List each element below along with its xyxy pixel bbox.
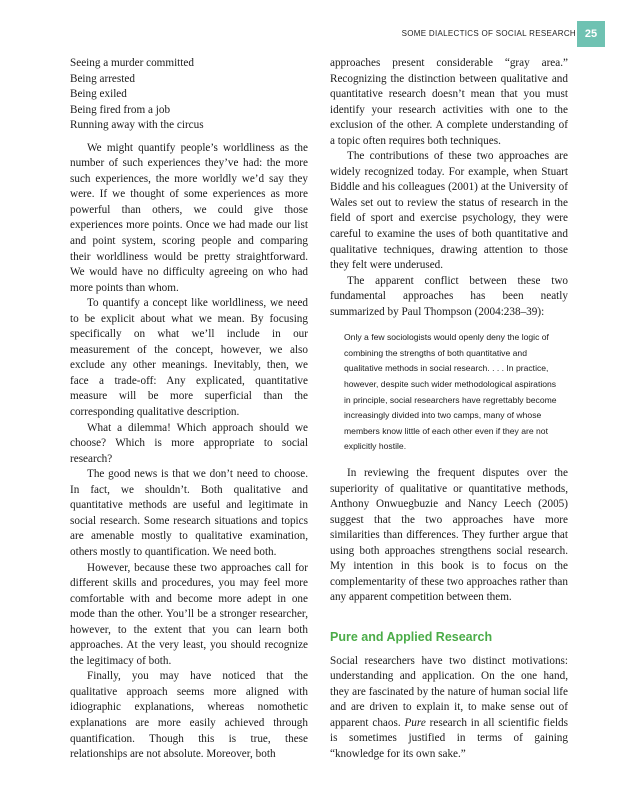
section-paragraph (330, 654, 568, 763)
body-paragraph: approaches present considerable “gray area.” Recognizing the distinction between qualitative and quantitative research doesn’t mean that you must identify your research activities with one to the exclusion of the other. A complete understanding of a topic often requires both techniques. (330, 57, 568, 147)
section-text-start: Social researchers have two distinct motivations: understanding and application. On the one hand, they are fascinated by the nature of human social life and are driven to explain it, to make sense out of apparent chaos. (330, 654, 568, 729)
list-item: Being exiled (70, 88, 127, 101)
body-paragraph: Finally, you may have noticed that the qualitative approach seems more aligned with idiographic explanations, whereas nomothetic explanations are more easily achieved through quantification. Though this is true, these relationships are not absolute. Moreover, both (70, 670, 308, 761)
list-item: Being fired from a job (70, 103, 171, 116)
right-column (330, 56, 568, 762)
section-heading: Pure and Applied Research (330, 629, 493, 644)
list-item: Seeing a murder committed (70, 57, 194, 69)
block-quote: Only a few sociologists would openly deny the logic of combining the strengths of both quantitative and qualitative methods in social research. . . . In practice, however, despite such wider methodological aspirations in principle, social researchers have regrettably become increasingly divided into two camps, many of whose members know little of each other even if they are not explicitly hostile. (344, 332, 557, 452)
body-paragraph: We might quantify people’s worldliness as the number of such experiences they’ve had: the more such experiences, the more worldly we’d say they were. If we thought of some experiences as more powerful than others, we could give those experiences more points. Once we had made our list and point system, scoring people and comparing their worldliness would be pretty straightforward. We would have no difficulty agreeing on who had more points than whom. (70, 141, 308, 294)
list-item: Running away with the circus (70, 119, 204, 132)
body-paragraph: However, because these two approaches call for different skills and procedures, you may feel more comfortable with and become more adept in one mode than the other. You’ll be a stronger researcher, however, to the extent that you can learn both approaches. At the very least, you should recognize the legitimacy of both. (70, 561, 308, 667)
experience-list (70, 56, 308, 134)
body-paragraph: The apparent conflict between these two fundamental approaches has been neatly summarized by Paul Thompson (2004:238–39): (330, 274, 568, 318)
list-item: Being arrested (70, 72, 135, 85)
section-italic-term: Pure (404, 716, 426, 729)
section-text-end: research in all scientific fields is sometimes justified in terms of gaining “knowledge for its own sake.” (330, 716, 569, 760)
running-head: SOME DIALECTICS OF SOCIAL RESEARCH (401, 29, 576, 38)
left-column (70, 56, 308, 763)
page-number-badge: 25 (577, 21, 605, 47)
body-paragraph: The good news is that we don’t need to choose. In fact, we shouldn’t. Both qualitative and quantitative methods are useful and legitimate in social research. Some research situations and topics are amenable mostly to qualitative examination, others mostly to quantification. We need both. (70, 468, 308, 558)
body-paragraph: To quantify a concept like worldliness, we need to be explicit about what we mean. By focusing specifically on what we’ll include in our measurement of the concept, however, we also exclude any other meanings. Inevitably, then, we face a trade-off: Any explicated, quantitative measure will be more superficial than the corresponding qualitative description. (70, 297, 308, 419)
body-paragraph: What a dilemma! Which approach should we choose? Which is more appropriate to social research? (70, 421, 308, 465)
body-paragraph: The contributions of these two approaches are widely recognized today. For example, when Stuart Biddle and his colleagues (2001) at the University of Wales set out to review the status of research in the field of sport and exercise psychology, they were careful to examine the uses of both quantitative and qualitative techniques, drawing attention to those they felt were underused. (330, 150, 568, 272)
body-paragraph: In reviewing the frequent disputes over the superiority of qualitative or quantitative methods, Anthony Onwuegbuzie and Nancy Leech (2005) suggest that the two approaches have more similarities than differences. They further argue that using both approaches strengthens social research. My intention in this book is to focus on the complementarity of these two approaches rather than any apparent competition between them. (330, 467, 568, 604)
